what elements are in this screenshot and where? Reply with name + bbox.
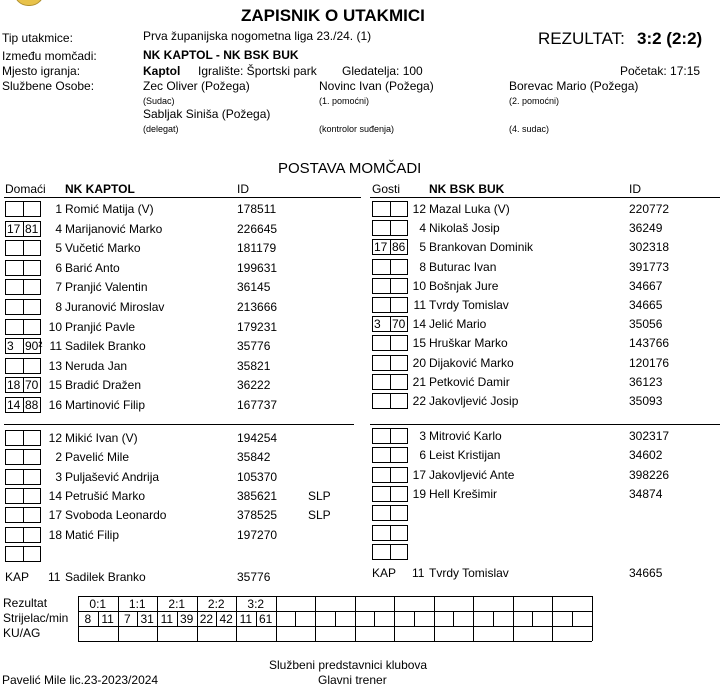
home-sub-stat-box-1 <box>5 430 23 446</box>
home-team-name: NK KAPTOL <box>65 182 135 196</box>
away-sub-player-name: Leist Kristijan <box>429 448 501 463</box>
home-sub-stat-box-2 <box>23 507 41 523</box>
club-reps-title: Službeni predstavnici klubova <box>269 658 428 672</box>
ku-ag-row-label: KU/AG <box>3 626 41 640</box>
away-sub-stat-box-2 <box>390 447 408 463</box>
away-player-id: 34665 <box>629 298 663 312</box>
home-sub-stat-box-1 <box>5 507 23 523</box>
match-type-value: Prva županijska nogometna liga 23./24. (1) <box>143 29 372 43</box>
home-captain-label: KAP <box>5 570 30 584</box>
away-captain-name: Tvrdy Tomislav <box>429 566 509 580</box>
table-rule <box>513 596 514 641</box>
home-player-name: Marijanović Marko <box>65 221 163 236</box>
official-role: (1. pomoćni) <box>319 96 370 106</box>
home-sub-stat-box-2 <box>23 546 41 562</box>
away-sub-player-id: 398226 <box>629 467 670 482</box>
table-rule <box>394 596 395 641</box>
scorer-minute-cell: 42 <box>219 612 233 626</box>
official-name: Zec Oliver (Požega) <box>143 79 250 93</box>
away-player-number: 11 <box>413 298 426 312</box>
home-player-id: 213666 <box>237 300 278 314</box>
home-sub-player-name: Matić Filip <box>65 527 120 542</box>
away-stat-box-1 <box>372 201 390 217</box>
away-player-id: 35056 <box>629 317 663 332</box>
away-stat-box-1: 17 <box>372 239 390 255</box>
away-sub-stat-box-1 <box>372 467 390 483</box>
away-player-number: 10 <box>412 278 426 293</box>
home-sub-stat-box-2 <box>23 430 41 446</box>
venue-club: Kaptol <box>143 64 181 78</box>
result-cell: 3:2 <box>247 597 265 611</box>
match-type-label: Tip utakmice: <box>2 31 73 45</box>
table-rule <box>592 596 593 641</box>
home-sub-player-number: 17 <box>48 508 62 523</box>
away-stat-box-2 <box>390 355 408 371</box>
home-stat-box-1: 3 <box>5 338 23 354</box>
home-sub-stat-box-1 <box>5 488 23 504</box>
home-stat-box-2: 88 <box>23 397 41 413</box>
home-player-id: 36222 <box>237 378 271 393</box>
away-sub-stat-box-2 <box>390 428 408 444</box>
home-stat-box-1: 18 <box>5 377 23 393</box>
scorer-number-cell: 22 <box>199 612 214 626</box>
away-sub-stat-box-1 <box>372 544 390 560</box>
away-sub-player-number: 17 <box>412 467 426 482</box>
away-player-name: Tvrdy Tomislav <box>429 298 509 312</box>
table-rule <box>355 596 356 641</box>
teams-value: NK KAPTOL - NK BSK BUK <box>143 48 299 62</box>
away-sub-player-id: 34602 <box>629 448 663 463</box>
away-stat-box-2 <box>390 297 408 313</box>
away-captain-label: KAP <box>372 566 397 580</box>
away-sub-stat-box-2 <box>390 467 408 483</box>
home-player-id: 36145 <box>237 280 271 295</box>
away-stat-box-1 <box>372 335 390 351</box>
away-player-id: 220772 <box>629 202 670 216</box>
away-player-number: 4 <box>419 221 426 236</box>
home-sub-player-number: 18 <box>48 527 62 542</box>
away-player-name: Hruškar Marko <box>429 336 508 351</box>
away-stat-box-2 <box>390 220 408 236</box>
home-player-number: 13 <box>48 358 62 373</box>
away-sub-stat-box-2 <box>390 544 408 560</box>
home-sub-stat-box-1 <box>5 546 23 562</box>
home-player-name: Pranjić Pavle <box>65 319 136 334</box>
away-sub-player-number: 19 <box>412 486 426 501</box>
away-sub-player-name: Jakovljević Ante <box>429 467 515 482</box>
result-row-label: Rezultat <box>3 596 48 610</box>
away-stat-box-1 <box>372 374 390 390</box>
home-player-id: 199631 <box>237 260 278 275</box>
home-stat-box-1: 17 <box>5 221 23 237</box>
scorer-row-label: Strijelac/min <box>3 611 69 625</box>
official-role: (delegat) <box>143 124 179 134</box>
home-player-name: Vučetić Marko <box>65 241 141 256</box>
away-label: Gosti <box>372 182 401 196</box>
home-player-number: 6 <box>55 260 62 275</box>
home-stat-box-2 <box>23 260 41 276</box>
kickoff-time: Početak: 17:15 <box>620 64 701 78</box>
away-sub-player-id: 302317 <box>629 429 670 443</box>
home-stat-box-2 <box>23 240 41 256</box>
spectators: Gledatelja: 100 <box>342 64 423 78</box>
home-player-id: 179231 <box>237 319 278 334</box>
away-player-name: Buturac Ivan <box>429 259 497 274</box>
table-rule <box>78 626 592 627</box>
away-stat-box-2 <box>390 335 408 351</box>
away-player-name: Brankovan Dominik <box>429 240 534 255</box>
table-rule <box>572 611 573 626</box>
lineup-section-title: POSTAVA MOMČADI <box>278 160 422 177</box>
home-player-number: 11 <box>49 339 62 354</box>
away-sub-stat-box-1 <box>372 486 390 502</box>
home-sub-player-name: Mikić Ivan (V) <box>65 431 138 445</box>
home-player-name: Romić Matija (V) <box>65 202 154 216</box>
home-captain-number: 11 <box>48 570 61 584</box>
away-player-name: Jelić Mario <box>429 317 487 332</box>
home-sub-stat-box-2 <box>23 488 41 504</box>
home-captain-name: Sadilek Branko <box>65 570 146 584</box>
venue-label: Mjesto igranja: <box>2 64 81 78</box>
scorer-minute-cell: 11 <box>101 612 114 626</box>
home-player-number: 8 <box>55 300 62 314</box>
away-player-id: 34667 <box>629 278 663 293</box>
home-sub-player-id: 194254 <box>237 431 278 445</box>
away-player-name: Mazal Luka (V) <box>429 202 510 216</box>
home-stat-box-1 <box>5 260 23 276</box>
home-sub-player-number: 3 <box>55 469 62 484</box>
scorer-number-cell: 11 <box>239 612 253 626</box>
official-role: (2. pomoćni) <box>509 96 560 106</box>
scorer-minute-cell: 61 <box>258 612 273 626</box>
home-sub-player-id: 385621 <box>237 488 278 503</box>
away-stat-box-1 <box>372 297 390 313</box>
venue-ground: Igralište: Športski park <box>198 64 317 78</box>
away-stat-box-2 <box>390 393 408 409</box>
away-player-id: 36123 <box>629 374 663 389</box>
table-rule <box>295 611 296 626</box>
home-sub-player-name: Pavelić Mile <box>65 450 130 465</box>
away-captain-id: 34665 <box>629 566 663 580</box>
home-stat-box-1 <box>5 240 23 256</box>
home-sub-player-name: Petrušić Marko <box>65 488 146 503</box>
away-team-name: NK BSK BUK <box>429 182 505 196</box>
away-sub-stat-box-2 <box>390 505 408 521</box>
home-stat-box-2 <box>23 201 41 217</box>
away-player-id: 120176 <box>629 355 670 370</box>
home-player-name: Sadilek Branko <box>65 339 146 354</box>
home-sub-stat-box-2 <box>23 469 41 485</box>
away-player-id: 35093 <box>629 394 663 408</box>
away-sub-player-id: 34874 <box>629 486 663 501</box>
away-id-header: ID <box>629 182 641 196</box>
federation-logo <box>14 0 44 6</box>
home-stat-box-1 <box>5 319 23 335</box>
away-player-number: 21 <box>412 374 426 389</box>
away-player-name: Jakovljević Josip <box>429 394 519 408</box>
home-sub-stat-box-2 <box>23 449 41 465</box>
home-player-id: 178511 <box>237 202 277 216</box>
home-stat-box-1 <box>5 358 23 374</box>
table-rule <box>315 596 316 641</box>
official-name: Novinc Ivan (Požega) <box>319 79 434 93</box>
home-sub-stat-box-1 <box>5 449 23 465</box>
away-stat-box-1 <box>372 355 390 371</box>
away-stat-box-1 <box>372 220 390 236</box>
divider <box>4 197 361 198</box>
home-stat-box-1: 14 <box>5 397 23 413</box>
teams-label: Između momčadi: <box>2 49 97 63</box>
official-role: (Sudac) <box>143 96 175 106</box>
table-rule <box>335 611 336 626</box>
table-rule <box>434 596 435 641</box>
table-rule <box>78 641 592 642</box>
table-rule <box>374 611 375 626</box>
away-player-number: 15 <box>412 336 426 351</box>
divider <box>370 424 720 425</box>
away-stat-box-2 <box>390 201 408 217</box>
divider <box>4 424 354 425</box>
home-player-number: 5 <box>55 241 62 256</box>
home-player-number: 15 <box>48 378 62 393</box>
home-sub-stat-box-2 <box>23 527 41 543</box>
home-player-number: 16 <box>48 398 62 412</box>
away-sub-player-number: 6 <box>419 448 426 463</box>
away-sub-stat-box-2 <box>390 486 408 502</box>
home-player-id: 35821 <box>237 358 271 373</box>
away-player-number: 8 <box>419 259 426 274</box>
home-sub-player-number: 2 <box>55 450 62 465</box>
result-cell: 2:1 <box>168 597 186 611</box>
footer-left-text: Pavelić Mile lic.23-2023/2024 <box>2 673 159 687</box>
result-label: REZULTAT: <box>538 29 625 48</box>
home-sub-player-id: 378525 <box>237 508 278 523</box>
away-sub-stat-box-2 <box>390 525 408 541</box>
away-stat-box-1 <box>372 393 390 409</box>
away-sub-player-name: Mitrović Karlo <box>429 429 502 443</box>
away-stat-box-2: 70 <box>390 316 408 332</box>
home-sub-player-note: SLP <box>308 508 331 523</box>
home-stat-box-1 <box>5 201 23 217</box>
away-sub-player-name: Hell Krešimir <box>429 486 498 501</box>
away-stat-box-1: 3 <box>372 316 390 332</box>
away-player-id: 391773 <box>629 259 670 274</box>
page-title: ZAPISNIK O UTAKMICI <box>241 6 425 25</box>
away-player-name: Bošnjak Jure <box>429 278 499 293</box>
home-player-name: Pranjić Valentin <box>65 280 148 295</box>
home-sub-player-number: 12 <box>48 431 62 445</box>
away-stat-box-2 <box>390 259 408 275</box>
away-player-number: 5 <box>419 240 426 255</box>
away-player-number: 20 <box>412 355 426 370</box>
home-stat-box-2: 70 <box>23 377 41 393</box>
away-sub-stat-box-1 <box>372 428 390 444</box>
home-sub-player-name: Puljašević Andrija <box>65 469 160 484</box>
result-cell: 1:1 <box>128 597 146 611</box>
away-sub-player-number: 3 <box>419 429 426 443</box>
result-cell: 2:2 <box>207 597 225 611</box>
home-player-number: 1 <box>55 202 62 216</box>
away-captain-number: 11 <box>412 566 425 580</box>
scorer-minute-cell: 31 <box>140 612 154 626</box>
away-player-number: 12 <box>412 202 426 216</box>
divider <box>370 197 720 198</box>
home-sub-player-id: 197270 <box>237 527 278 542</box>
scorer-minute-cell: 39 <box>179 612 194 626</box>
away-stat-box-2: 86 <box>390 239 408 255</box>
home-stat-box-2 <box>23 319 41 335</box>
home-sub-player-note: SLP <box>308 488 331 503</box>
table-rule <box>276 596 277 641</box>
home-player-name: Juranović Miroslav <box>65 300 165 314</box>
table-rule <box>453 611 454 626</box>
official-role: (kontrolor suđenja) <box>319 124 395 134</box>
result-cell: 0:1 <box>89 597 107 611</box>
home-label: Domaći <box>5 182 46 196</box>
home-player-id: 167737 <box>237 398 278 412</box>
home-stat-box-2 <box>23 358 41 374</box>
result-value: 3:2 (2:2) <box>637 29 703 48</box>
official-name: Borevac Mario (Požega) <box>509 79 639 93</box>
away-sub-stat-box-1 <box>372 525 390 541</box>
away-player-id: 143766 <box>629 336 670 351</box>
home-player-name: Barić Anto <box>65 260 120 275</box>
away-stat-box-2 <box>390 374 408 390</box>
away-player-name: Nikolaš Josip <box>429 221 500 236</box>
home-player-name: Martinović Filip <box>65 398 146 412</box>
away-player-id: 36249 <box>629 221 663 236</box>
official-role: (4. sudac) <box>509 124 550 134</box>
home-player-number: 7 <box>55 280 62 295</box>
home-player-name: Bradić Dražen <box>65 378 142 393</box>
scorer-number-cell: 8 <box>84 612 92 626</box>
away-stat-box-2 <box>390 278 408 294</box>
away-sub-stat-box-1 <box>372 505 390 521</box>
scorer-number-cell: 7 <box>124 612 131 626</box>
home-captain-id: 35776 <box>237 570 271 584</box>
away-sub-stat-box-1 <box>372 447 390 463</box>
away-player-name: Dijaković Marko <box>429 355 514 370</box>
table-rule <box>552 596 553 641</box>
away-stat-box-1 <box>372 278 390 294</box>
home-player-number: 10 <box>48 319 62 334</box>
away-player-number: 22 <box>412 394 426 408</box>
head-coach-label: Glavni trener <box>318 673 387 687</box>
home-player-id: 181179 <box>237 241 277 256</box>
home-player-id: 35776 <box>237 339 271 354</box>
home-stat-box-2 <box>23 299 41 315</box>
table-rule <box>473 596 474 641</box>
home-sub-player-id: 35842 <box>237 450 271 465</box>
officials-label: Službene Osobe: <box>2 79 95 93</box>
home-stat-box-1 <box>5 299 23 315</box>
away-player-id: 302318 <box>629 240 670 255</box>
scorer-number-cell: 11 <box>160 612 174 626</box>
away-stat-box-1 <box>372 259 390 275</box>
home-sub-stat-box-1 <box>5 469 23 485</box>
home-player-number: 4 <box>55 221 62 236</box>
home-stat-box-2: 90² <box>25 339 43 354</box>
home-stat-box-2 <box>23 279 41 295</box>
home-sub-player-number: 14 <box>48 488 62 503</box>
official-name: Sabljak Siniša (Požega) <box>143 107 271 121</box>
table-rule <box>493 611 494 626</box>
home-sub-player-id: 105370 <box>237 469 278 484</box>
home-player-name: Neruda Jan <box>65 358 128 373</box>
home-id-header: ID <box>237 182 249 196</box>
home-stat-box-2: 81 <box>23 221 41 237</box>
away-player-name: Petković Damir <box>429 374 510 389</box>
home-sub-player-name: Svoboda Leonardo <box>65 508 167 523</box>
home-stat-box-1 <box>5 279 23 295</box>
home-player-id: 226645 <box>237 221 278 236</box>
table-rule <box>532 611 533 626</box>
table-rule <box>414 611 415 626</box>
home-sub-stat-box-1 <box>5 527 23 543</box>
away-player-number: 14 <box>412 317 426 332</box>
